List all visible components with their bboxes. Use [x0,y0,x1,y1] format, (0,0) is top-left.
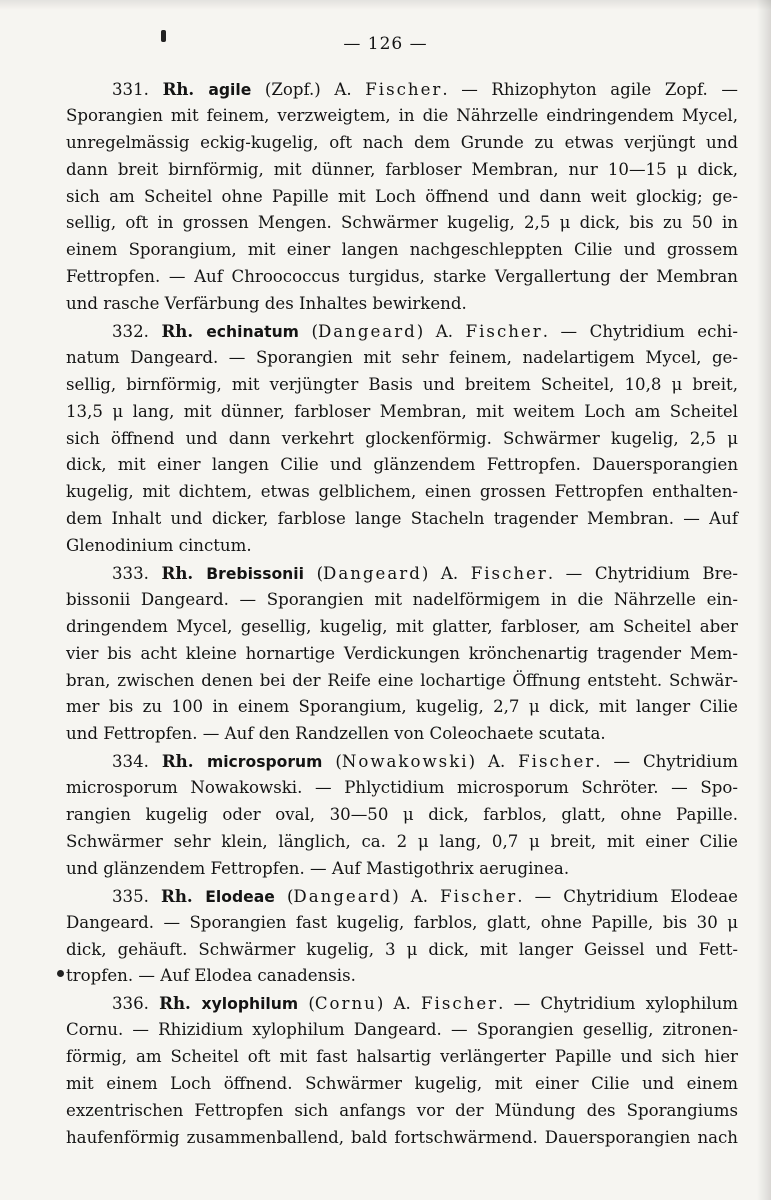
text-segment: bran, zwischen denen bei der Reife eine lochartige Öffnung entsteht. Schwär- [66,670,738,690]
text-segment: mit einem Loch öffnend. Schwärmer kugelig, mit einer Cilie und einem [66,1073,738,1093]
text-line [66,641,738,668]
text-line [66,802,738,829]
entry-heading-line [66,318,738,345]
author-name: Fischer [365,80,443,99]
species-name: microsporum [206,753,323,772]
text-line [66,264,738,291]
text-segment: bissonii Dangeard. — Sporangien mit nadelförmigem in die Nährzelle ein- [66,589,738,609]
entry-heading-line [66,76,738,103]
text-line [66,103,738,130]
text-segment: Cornu. — Rhizidium xylophilum Dangeard. — Sporangien gesellig, zitronen- [66,1020,738,1040]
text-segment: einem Sporangium, mit einer langen nachgeschleppten Cilie und grossem [66,240,738,260]
page-number: — 126 — [343,34,428,54]
author-name: Cornu [314,994,377,1014]
text-line [66,426,738,453]
text-line [66,694,738,721]
text-segment: . — Chytridium Bre- [547,564,738,584]
entry-heading-line [66,748,738,775]
entry-number: 331. [112,80,163,99]
text-segment: (Zopf.) A. [251,80,366,99]
text-segment: kugelig, mit dichtem, etwas gelblichem, einen grossen Fettropfen enthalten- [66,482,738,502]
text-segment: ) A. [421,564,471,584]
entry-number: 334. [112,752,162,772]
text-segment: ) A. [392,886,441,906]
text-line [66,829,738,856]
text-line [66,614,738,641]
ink-speck [57,970,64,977]
text-segment: . — Chytridium xylophilum [498,994,738,1014]
text-segment: ( [298,994,315,1014]
genus-abbreviation: Rh. [159,993,202,1014]
text-line [66,130,738,157]
text-line [66,399,738,426]
text-segment: vier bis acht kleine hornartige Verdickungen krönchenartig tragender Mem- [66,643,738,663]
species-name: echinatum [206,323,299,342]
text-segment: Sporangien mit feinem, verzweigtem, in die Nährzelle eindringendem Mycel, [66,105,738,125]
author-name: Fischer [470,564,548,584]
text-line [66,721,738,748]
text-line [66,587,738,614]
text-line [66,856,738,883]
text-segment: dringendem Mycel, gesellig, kugelig, mit glatter, farbloser, am Scheitel aber [66,616,738,636]
text-segment: Dangeard. — Sporangien fast kugelig, farblos, glatt, ohne Papille, bis 30 μ [66,912,738,932]
text-line [66,963,738,990]
entry-number: 333. [112,564,162,584]
author-name: Fischer [518,752,596,772]
text-segment: Schwärmer sehr klein, länglich, ca. 2 μ lang, 0,7 μ breit, mit einer Cilie [66,831,738,851]
author-name: Nowakowski [341,752,469,772]
text-segment: sich öffnend und dann verkehrt glockenförmig. Schwärmer kugelig, 2,5 μ [66,428,738,448]
text-segment: rangien kugelig oder oval, 30—50 μ dick, farblos, glatt, ohne Papille. [66,805,738,825]
text-segment: ) A. [376,994,421,1014]
text-line [66,533,738,560]
text-segment: . — Chytridium Elodeae [517,886,738,906]
text-line [66,910,738,937]
text-segment: Glenodinium cinctum. [66,536,252,556]
text-segment: exzentrischen Fettropfen sich anfangs vor der Mündung des Sporangiums [66,1100,738,1120]
page-edge-shading [757,0,771,1200]
text-segment: dann breit birnförmig, mit dünner, farbloser Membran, nur 10—15 μ dick, [66,159,738,179]
text-line [66,1017,738,1044]
author-name: Fischer [440,886,518,906]
text-line [66,1044,738,1071]
species-name: Elodeae [205,887,275,906]
text-segment: dick, gehäuft. Schwärmer kugelig, 3 μ dick, mit langer Geissel und Fett- [66,939,738,959]
text-segment: natum Dangeard. — Sporangien mit sehr feinem, nadelartigem Mycel, ge- [66,347,738,367]
text-segment: dick, mit einer langen Cilie und glänzendem Fettropfen. Dauersporangien [66,455,738,475]
text-line [66,668,738,695]
text-segment: unregelmässig eckig-kugelig, oft nach dem Grunde zu etwas verjüngt und [66,132,738,152]
text-segment: förmig, am Scheitel oft mit fast halsartig verlängerter Papille und sich hier [66,1047,738,1067]
text-segment: haufenförmig zusammenballend, bald fortschwärmend. Dauersporangien nach [66,1127,738,1147]
text-segment: ) A. [416,322,466,342]
text-segment: sich am Scheitel ohne Papille mit Loch öffnend und dann weit glockig; ge- [66,186,738,206]
entry-number: 332. [112,322,162,342]
author-name: Fischer [465,322,543,342]
author-name: Dangeard [323,564,422,584]
text-segment: ( [303,564,324,584]
species-name: agile [208,81,252,99]
text-segment: ( [322,752,342,772]
text-segment: sellig, birnförmig, mit verjüngter Basis und breitem Scheitel, 10,8 μ breit, [66,374,738,394]
text-line [66,506,738,533]
text-line [66,1098,738,1125]
page-top-shading [0,0,771,10]
genus-abbreviation: Rh. [162,79,209,99]
text-line [66,291,738,318]
species-name: xylophilum [201,995,299,1014]
text-line [66,372,738,399]
genus-abbreviation: Rh. [161,751,207,772]
text-segment: . — Chytridium echi- [542,322,738,342]
body-text [66,76,738,1152]
text-segment: und Fettropfen. — Auf den Randzellen von Coleochaete scutata. [66,724,606,744]
text-segment: und rasche Verfärbung des Inhaltes bewirkend. [66,294,467,314]
text-line [66,210,738,237]
text-line [66,1071,738,1098]
text-segment: . — Chytridium [595,752,738,772]
text-segment: sellig, oft in grossen Mengen. Schwärmer kugelig, 2,5 μ dick, bis zu 50 in [66,213,738,233]
text-segment: ) A. [468,752,519,772]
text-line [66,937,738,964]
genus-abbreviation: Rh. [161,885,206,906]
author-name: Dangeard [293,886,393,906]
text-segment: und glänzendem Fettropfen. — Auf Mastigothrix aeruginea. [66,858,570,878]
entry-heading-line [66,560,738,587]
text-segment: . — Rhizophyton agile Zopf. — [442,80,738,99]
genus-abbreviation: Rh. [161,563,207,584]
entry-heading-line [66,990,738,1017]
author-name: Fischer [421,994,499,1014]
text-segment: Fettropfen. — Auf Chroococcus turgidus, starke Vergallertung der Membran [66,267,738,287]
author-name: Dangeard [317,322,417,342]
genus-abbreviation: Rh. [161,321,207,342]
text-line [66,775,738,802]
text-line [66,479,738,506]
text-line [66,1125,738,1152]
text-line [66,157,738,184]
text-segment: microsporum Nowakowski. — Phlyctidium microsporum Schröter. — Spo- [66,778,738,798]
text-line [66,237,738,264]
text-line [66,184,738,211]
text-segment: ( [274,886,294,906]
text-segment: tropfen. — Auf Elodea canadensis. [66,966,356,986]
text-segment: ( [298,322,318,342]
entry-number: 335. [112,886,162,906]
entry-heading-line [66,883,738,910]
species-name: Brebissonii [206,565,304,584]
text-line [66,345,738,372]
text-line [66,452,738,479]
text-segment: 13,5 μ lang, mit dünner, farbloser Membran, mit weitem Loch am Scheitel [66,401,738,421]
entry-number: 336. [112,994,160,1014]
text-segment: dem Inhalt und dicker, farblose lange Stacheln tragender Membran. — Auf [66,509,738,529]
text-segment: mer bis zu 100 in einem Sporangium, kugelig, 2,7 μ dick, mit langer Cilie [66,697,738,717]
